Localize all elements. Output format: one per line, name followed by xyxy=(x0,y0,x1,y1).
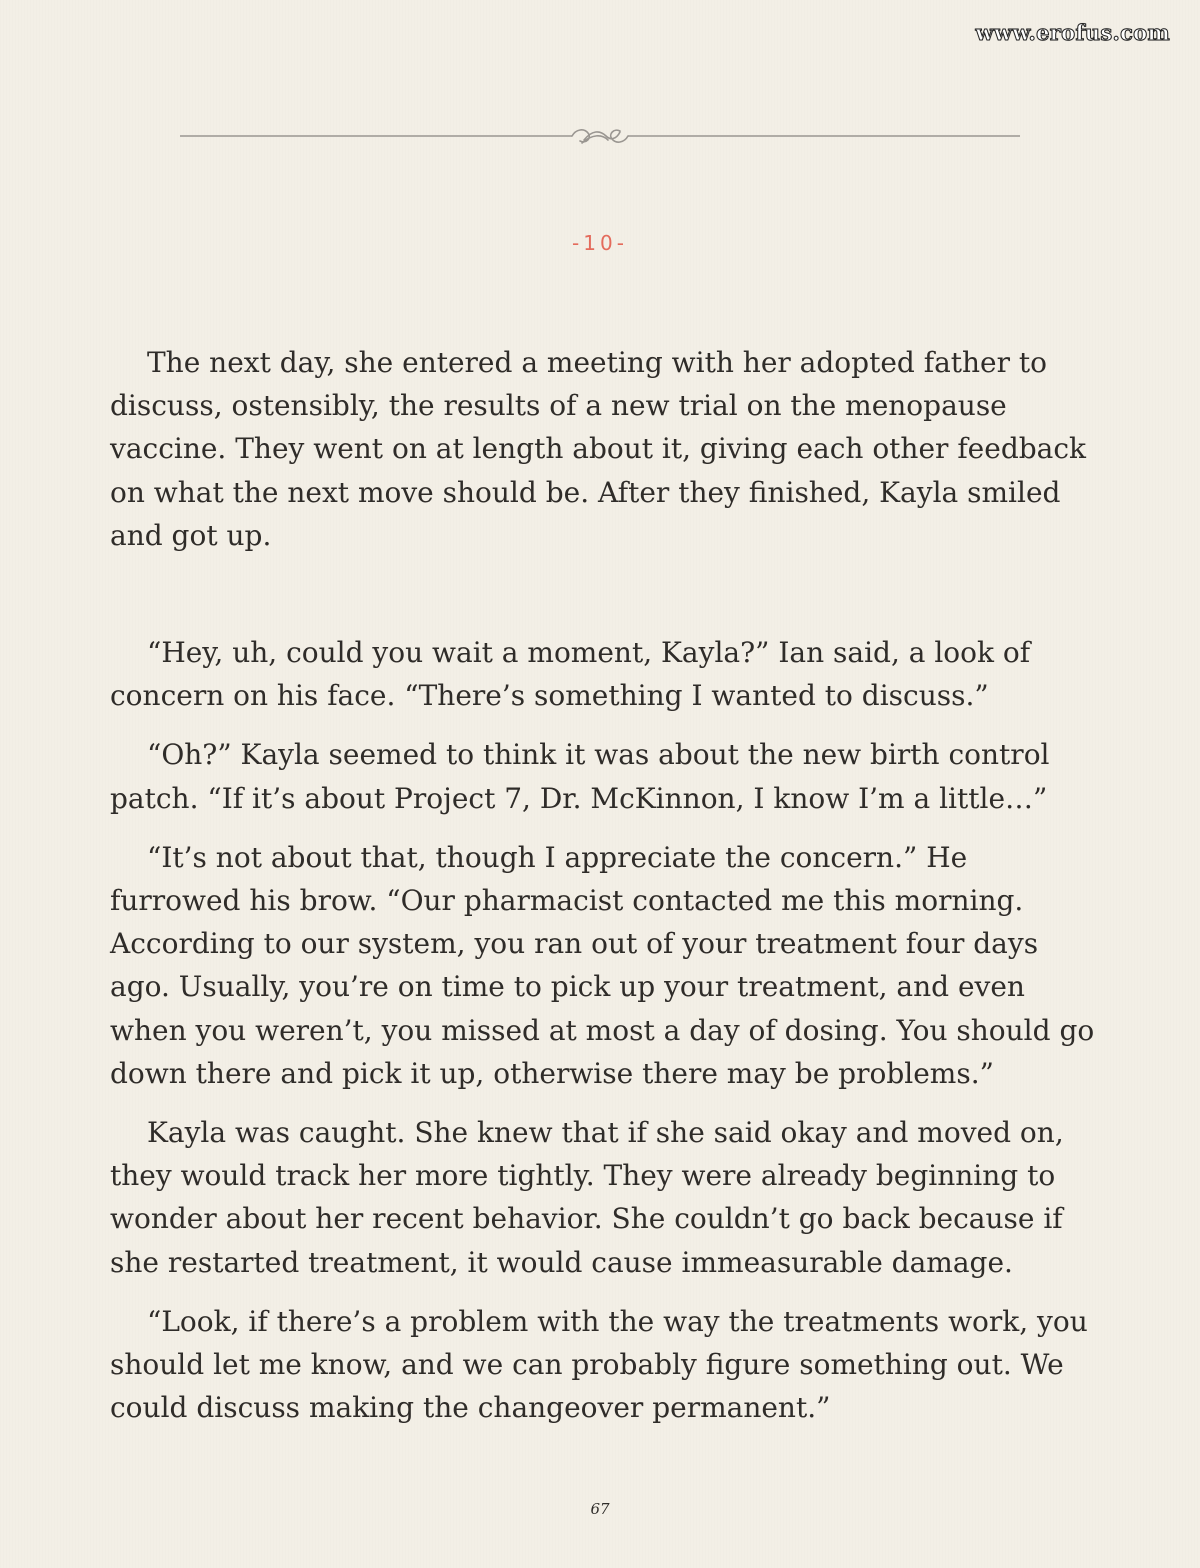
page-number: 67 xyxy=(590,1500,610,1518)
watermark-text: www.erofus.com xyxy=(975,20,1170,45)
paragraph: “Oh?” Kayla seemed to think it was about the new birth control patch. “If it’s about Project 7, Dr. McKinnon, I know I’m a little…” xyxy=(110,738,1050,815)
ornament-divider xyxy=(180,120,1020,152)
body-text xyxy=(110,341,1095,1445)
paragraph: Kayla was caught. She knew that if she said okay and moved on, they would track her more tightly. They were already beginning to wonder about her recent behavior. She couldn’t go back because if she restarted treatment, it would cause immeasurable damage. xyxy=(110,1116,1064,1279)
paragraph: “It’s not about that, though I appreciate the concern.” He furrowed his brow. “Our pharmacist contacted me this morning. According to our system, you ran out of your treatment four days ago. Usually, you’re on time to pick up your treatment, and even when you weren’t, you missed at most a day of dosing. You should go down there and pick it up, otherwise there may be problems.” xyxy=(110,840,1095,1090)
chapter-number: -10- xyxy=(572,231,628,255)
paragraph: The next day, she entered a meeting with her adopted father to discuss, ostensibly, the results of a new trial on the menopause vaccine. They went on at length about it, giving each other feedback on what the next move should be. After they finished, Kayla smiled and got up. xyxy=(110,346,1087,552)
flourish-icon xyxy=(572,130,628,143)
paragraph: “Look, if there’s a problem with the way the treatments work, you should let me know, and we can probably figure something out. We could discuss making the changeover permanent.” xyxy=(110,1304,1088,1425)
paragraph: “Hey, uh, could you wait a moment, Kayla?” Ian said, a look of concern on his face. “There’s something I wanted to discuss.” xyxy=(110,636,1031,713)
